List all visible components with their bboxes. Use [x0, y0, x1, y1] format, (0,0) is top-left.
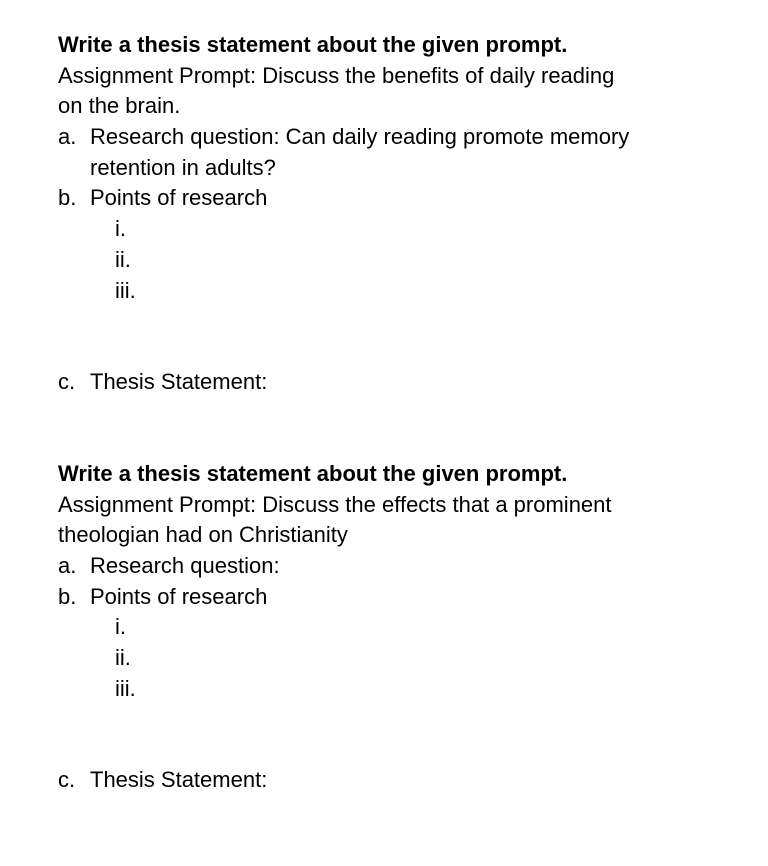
- list-item-points-of-research: [58, 582, 698, 613]
- exercise-title: Write a thesis statement about the given prompt.: [58, 460, 568, 486]
- sub-list-item: iii.: [115, 277, 136, 303]
- list-marker: c.: [58, 369, 76, 395]
- thesis-statement-label: Thesis Statement:: [90, 369, 268, 395]
- sub-list-item: ii.: [115, 246, 131, 272]
- sub-list-item: i.: [115, 614, 126, 640]
- points-of-research-text: Points of research: [90, 185, 268, 211]
- exercise-block-1: [58, 30, 698, 398]
- list-marker: a.: [58, 553, 77, 578]
- assignment-prompt-line: Assignment Prompt: Discuss the benefits of daily reading: [58, 62, 615, 88]
- list-marker: c.: [58, 767, 76, 793]
- document-page: [58, 30, 698, 796]
- list-marker: b.: [58, 185, 77, 211]
- thesis-statement-label: Thesis Statement:: [90, 767, 268, 793]
- list-marker: a.: [58, 124, 77, 150]
- list-item-thesis-statement: [58, 765, 698, 796]
- research-question-text: Research question: Can daily reading promote memory retention in adults?: [90, 124, 630, 180]
- list-item-research-question: [58, 551, 698, 582]
- list-item-points-of-research: [58, 183, 698, 214]
- list-marker: b.: [58, 583, 77, 609]
- exercise-block-2: [58, 459, 698, 796]
- points-of-research-text: Points of research: [90, 583, 268, 609]
- research-question-text: Research question:: [90, 553, 280, 578]
- blank-space: [58, 398, 698, 459]
- list-item-research-question: [58, 122, 710, 183]
- blank-space: [58, 704, 698, 765]
- assignment-prompt-line: theologian had on Christianity: [58, 522, 348, 548]
- blank-space: [58, 306, 698, 367]
- assignment-prompt-line: on the brain.: [58, 93, 181, 119]
- list-item-thesis-statement: [58, 367, 698, 398]
- assignment-prompt-line: Assignment Prompt: Discuss the effects that a prominent: [58, 491, 612, 517]
- sub-list-item: iii.: [115, 675, 136, 701]
- exercise-title: Write a thesis statement about the given prompt.: [58, 32, 568, 57]
- sub-list-item: ii.: [115, 645, 131, 671]
- sub-list-item: i.: [115, 216, 126, 242]
